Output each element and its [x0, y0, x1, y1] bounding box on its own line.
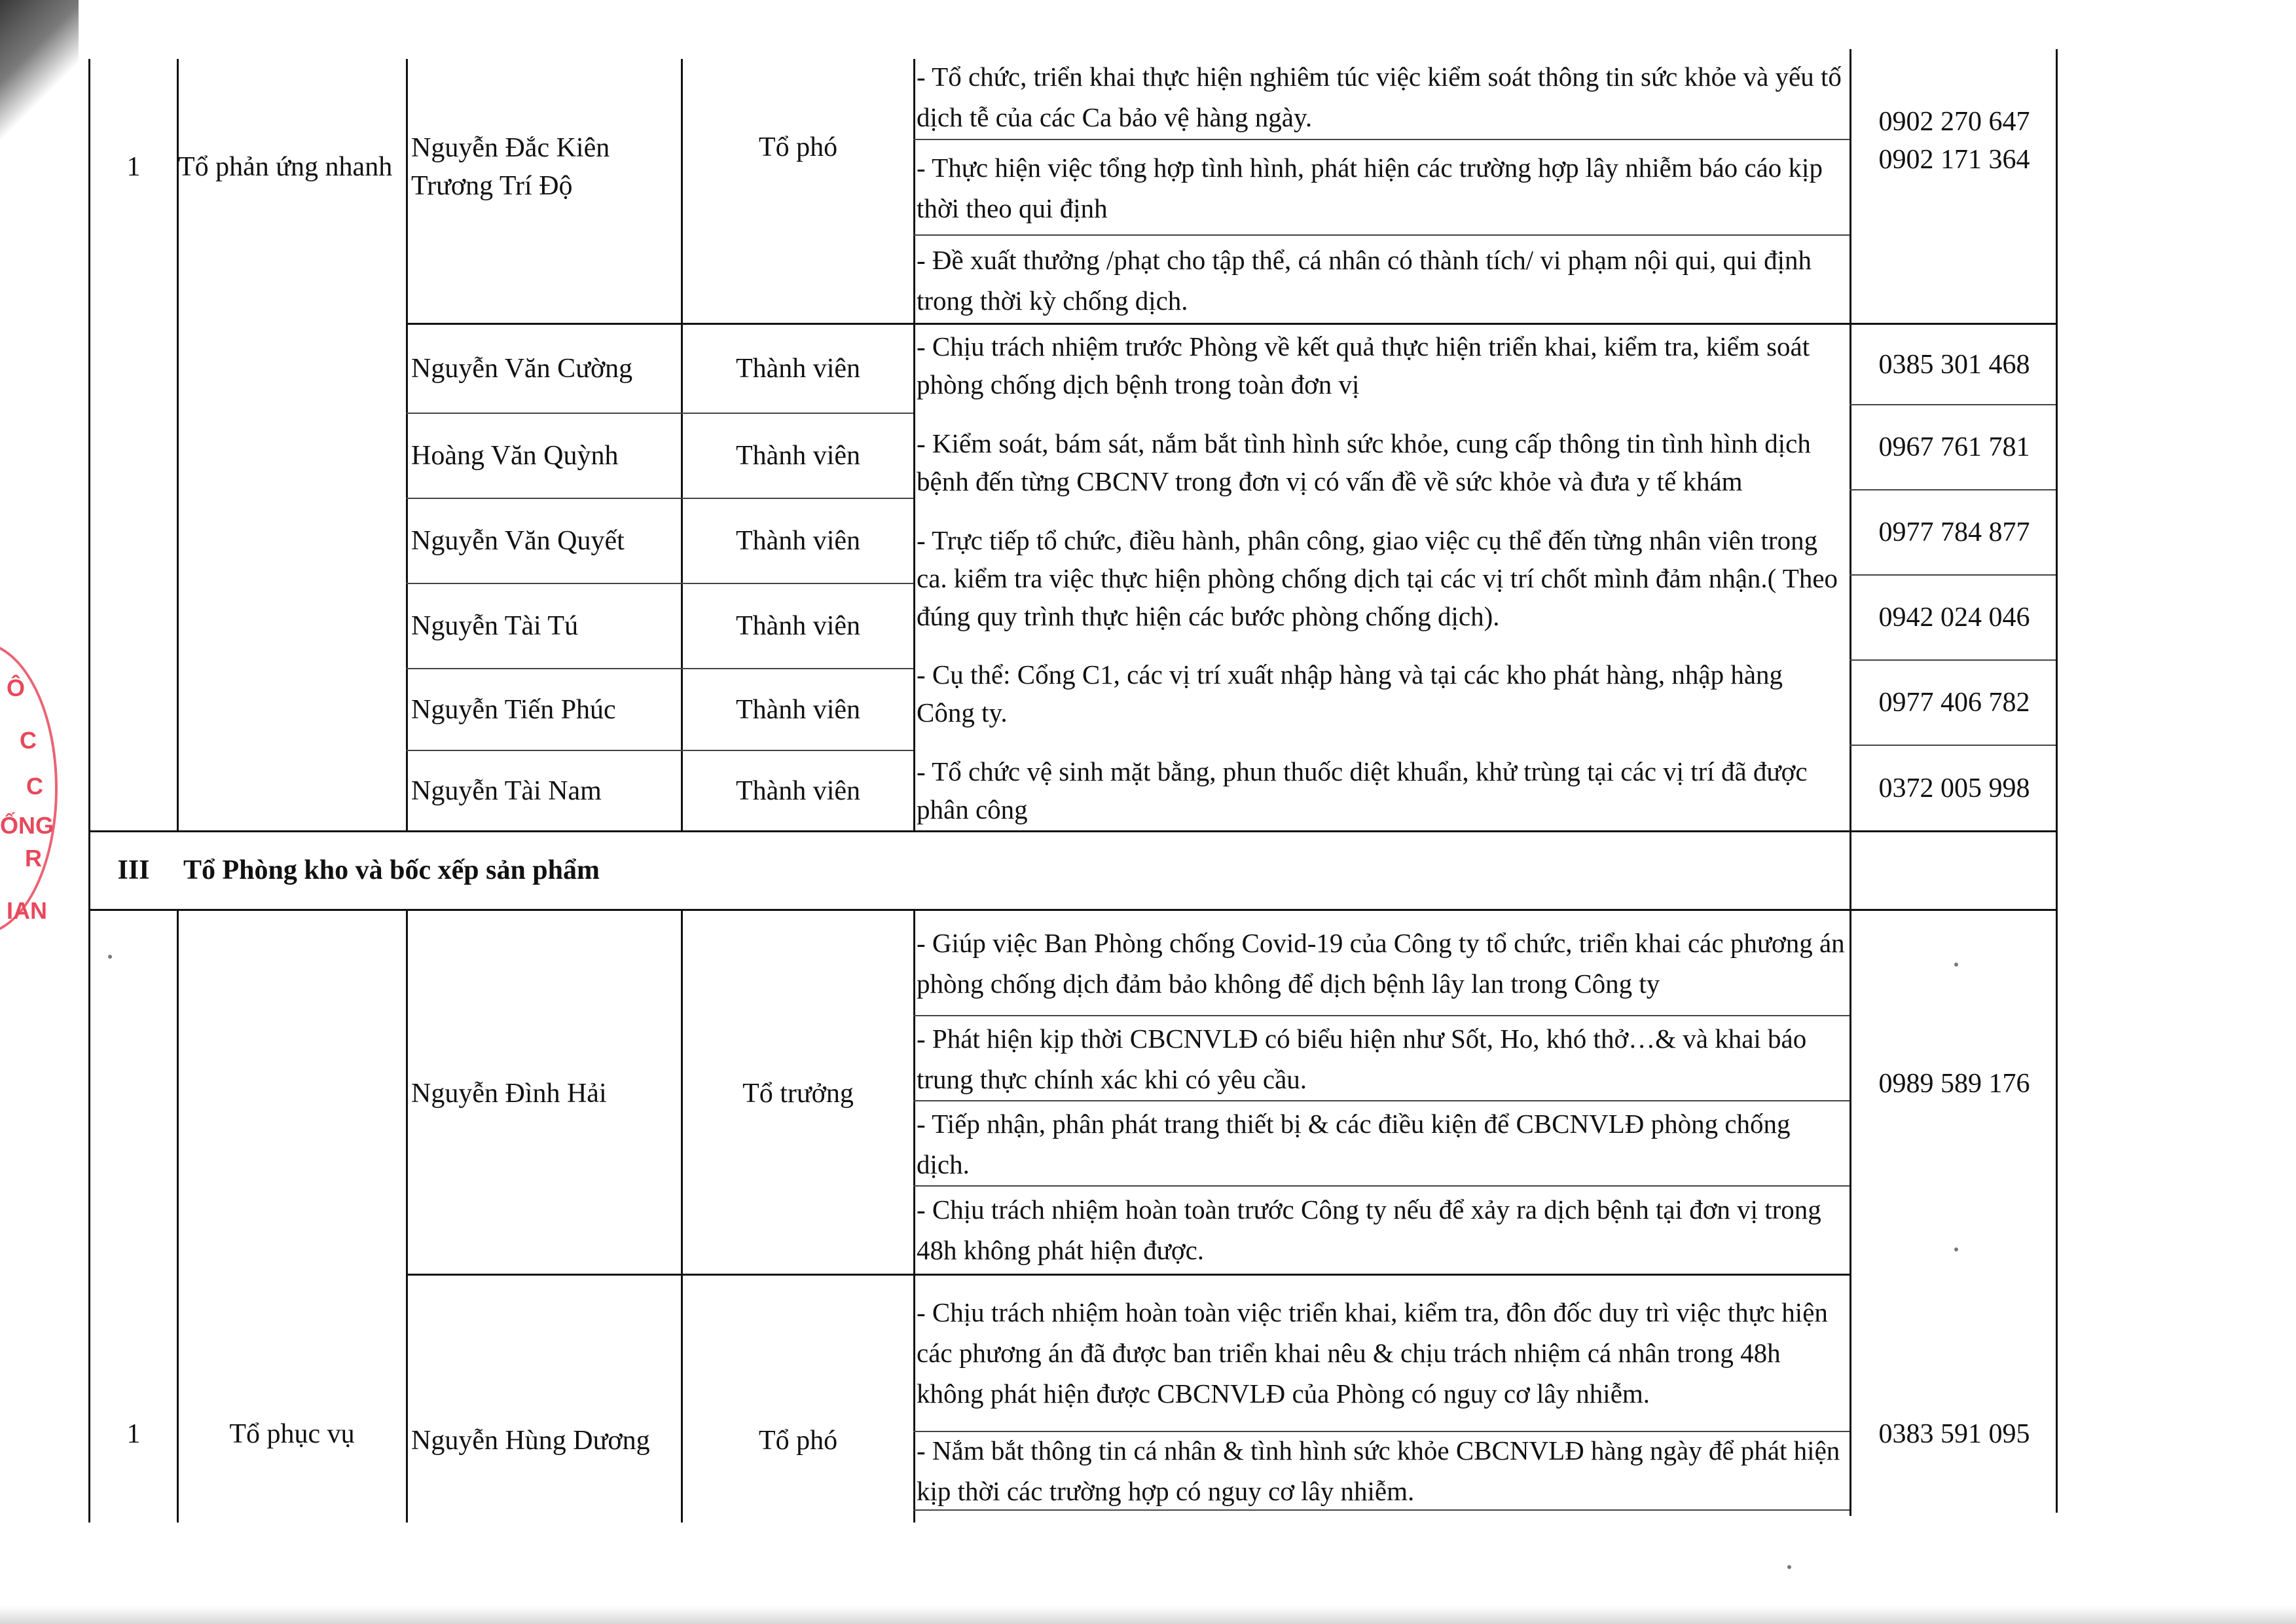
member-name: Nguyễn Tài Nam — [411, 775, 602, 806]
duty-text: - Phát hiện kịp thời CBCNVLĐ có biểu hiện như Sốt, Ho, khó thở…& và khai báo trung thực chính xác khi có yêu cầu. — [917, 1023, 1807, 1094]
duty-text: - Giúp việc Ban Phòng chống Covid-19 của Công ty tổ chức, triển khai các phương án phòng chống dịch đảm bảo không để dịch bệnh lây lan trong Công ty — [917, 928, 1845, 999]
duty-text: - Tổ chức vệ sinh mặt bằng, phun thuốc diệt khuẩn, khử trùng tại các vị trí đã được phân công — [917, 756, 1808, 824]
member-name: Nguyễn Văn Cường — [411, 354, 633, 384]
section-number: III — [117, 855, 150, 885]
section-title: Tổ Phòng kho và bốc xếp sản phẩm — [183, 855, 600, 885]
scan-bottom-edge — [0, 1606, 2296, 1624]
stamp-fragment: C — [26, 773, 43, 800]
member-name: Nguyễn Văn Quyết — [411, 526, 625, 556]
deputy-names — [411, 105, 680, 229]
table-border — [2056, 49, 2058, 1513]
duty-text: - Đề xuất thưởng /phạt cho tập thể, cá nhân có thành tích/ vi phạm nội qui, qui định trong thời kỳ chống dịch. — [917, 245, 1812, 316]
row-number: 1 — [126, 152, 141, 182]
role-label: Tổ trưởng — [742, 1079, 854, 1109]
deputy-phones — [1853, 98, 2056, 183]
group-name: Tổ phản ứng nhanh — [178, 152, 393, 182]
person-name: Nguyễn Đình Hải — [411, 1079, 607, 1109]
phone-number: 0989 589 176 — [1878, 1069, 2030, 1099]
stamp-fragment: IAN — [7, 897, 47, 924]
duty-text: - Nắm bắt thông tin cá nhân & tình hình sức khỏe CBCNVLĐ hàng ngày để phát hiện kịp thời các trường hợp có nguy cơ lây nhiễm. — [917, 1435, 1840, 1506]
person-name: Nguyễn Hùng Dương — [411, 1426, 650, 1456]
table-border — [913, 59, 915, 832]
table-border — [406, 910, 408, 1522]
duty-text: - Trực tiếp tổ chức, điều hành, phân công, giao việc cụ thể đến từng nhân viên trong ca. kiểm tra việc thực hiện phòng chống dịch tại các vị trí chốt mình đảm nhận.( Theo đúng quy trình thực hiện các bước phòng chống dịch). — [917, 525, 1838, 631]
member-name: Nguyễn Tiến Phúc — [411, 694, 616, 725]
phone-number: 0372 005 998 — [1878, 773, 2030, 803]
duty-text: - Chịu trách nhiệm hoàn toàn trước Công ty nếu để xảy ra dịch bệnh tại đơn vị trong 48h không phát hiện được. — [917, 1194, 1821, 1265]
phone-number: 0967 761 781 — [1878, 432, 2030, 462]
row-divider — [913, 1100, 1850, 1101]
scan-speck — [108, 955, 112, 959]
role-label: Thành viên — [735, 354, 861, 384]
phone-number: 0902 270 647 — [1878, 107, 2030, 137]
row-divider — [913, 1015, 1850, 1016]
stamp-fragment: ỐNG — [0, 812, 54, 839]
member-name: Hoàng Văn Quỳnh — [411, 441, 619, 471]
row-number: 1 — [126, 1419, 141, 1449]
row-divider — [913, 139, 1850, 140]
row-divider — [88, 830, 2056, 832]
phone-number: 0383 591 095 — [1878, 1419, 2030, 1449]
role-label: Tổ phó — [758, 132, 838, 162]
duty-text: - Tổ chức, triển khai thực hiện nghiêm túc việc kiểm soát thông tin sức khỏe và yếu tố dịch tễ của các Ca bảo vệ hàng ngày. — [917, 62, 1842, 132]
scan-speck — [1954, 1247, 1958, 1251]
role-label: Tổ phó — [758, 1426, 838, 1456]
phone-number: 0977 406 782 — [1878, 688, 2030, 718]
scan-speck — [1954, 963, 1958, 967]
row-divider — [88, 909, 2056, 911]
duty-text: - Chịu trách nhiệm trước Phòng về kết quả thực hiện triển khai, kiểm tra, kiểm soát phòng chống dịch bệnh trong toàn đơn vị — [917, 331, 1810, 399]
table-border — [1850, 832, 1851, 1516]
stamp-fragment: R — [25, 845, 42, 872]
phone-number: 0942 024 046 — [1878, 602, 2030, 633]
role-label: Thành viên — [735, 611, 861, 641]
stamp-fragment: Ô — [7, 674, 26, 701]
duty-text: - Thực hiện việc tổng hợp tình hình, phát hiện các trường hợp lây nhiễm báo cáo kịp thời theo qui định — [917, 153, 1823, 223]
person-name: Nguyễn Đắc Kiên — [411, 133, 610, 163]
stamp-fragment: C — [20, 727, 37, 754]
duty-text: - Chịu trách nhiệm hoàn toàn việc triển khai, kiểm tra, đôn đốc duy trì việc thực hiện các phương án đã được ban triển khai nêu & chịu trách nhiệm cá nhân trong 48h không phát hiện được CBCNVLĐ của Phòng có nguy cơ lây nhiễm. — [917, 1297, 1828, 1409]
phone-number: 0385 301 468 — [1878, 349, 2030, 380]
role-label: Thành viên — [735, 526, 861, 556]
table-border — [88, 59, 90, 1522]
phone-number: 0977 784 877 — [1878, 517, 2030, 547]
role-label: Thành viên — [735, 441, 861, 471]
row-divider — [913, 1185, 1850, 1187]
member-duties — [917, 327, 1846, 828]
duty-text: - Kiểm soát, bám sát, nắm bắt tình hình sức khỏe, cung cấp thông tin tình hình dịch bệnh đến từng CBCNV trong đơn vị có vấn đề về sức khỏe và đưa y tế khám — [917, 428, 1811, 496]
role-label: Thành viên — [735, 775, 861, 806]
duty-text: - Tiếp nhận, phân phát trang thiết bị & các điều kiện để CBCNVLĐ phòng chống dịch. — [917, 1108, 1791, 1179]
row-divider — [913, 234, 1850, 236]
role-label: Thành viên — [735, 694, 861, 725]
duty-text: - Cụ thể: Cổng C1, các vị trí xuất nhập hàng và tại các kho phát hàng, nhập hàng Công ty. — [917, 659, 1783, 728]
table-border — [1850, 49, 1851, 832]
group-name: Tổ phục vụ — [229, 1419, 355, 1449]
person-name: Trương Trí Độ — [411, 171, 573, 201]
scan-edge-shadow — [0, 0, 79, 157]
member-name: Nguyễn Tài Tú — [411, 611, 579, 641]
phone-number: 0902 171 364 — [1878, 145, 2030, 175]
scan-speck — [1787, 1565, 1791, 1569]
